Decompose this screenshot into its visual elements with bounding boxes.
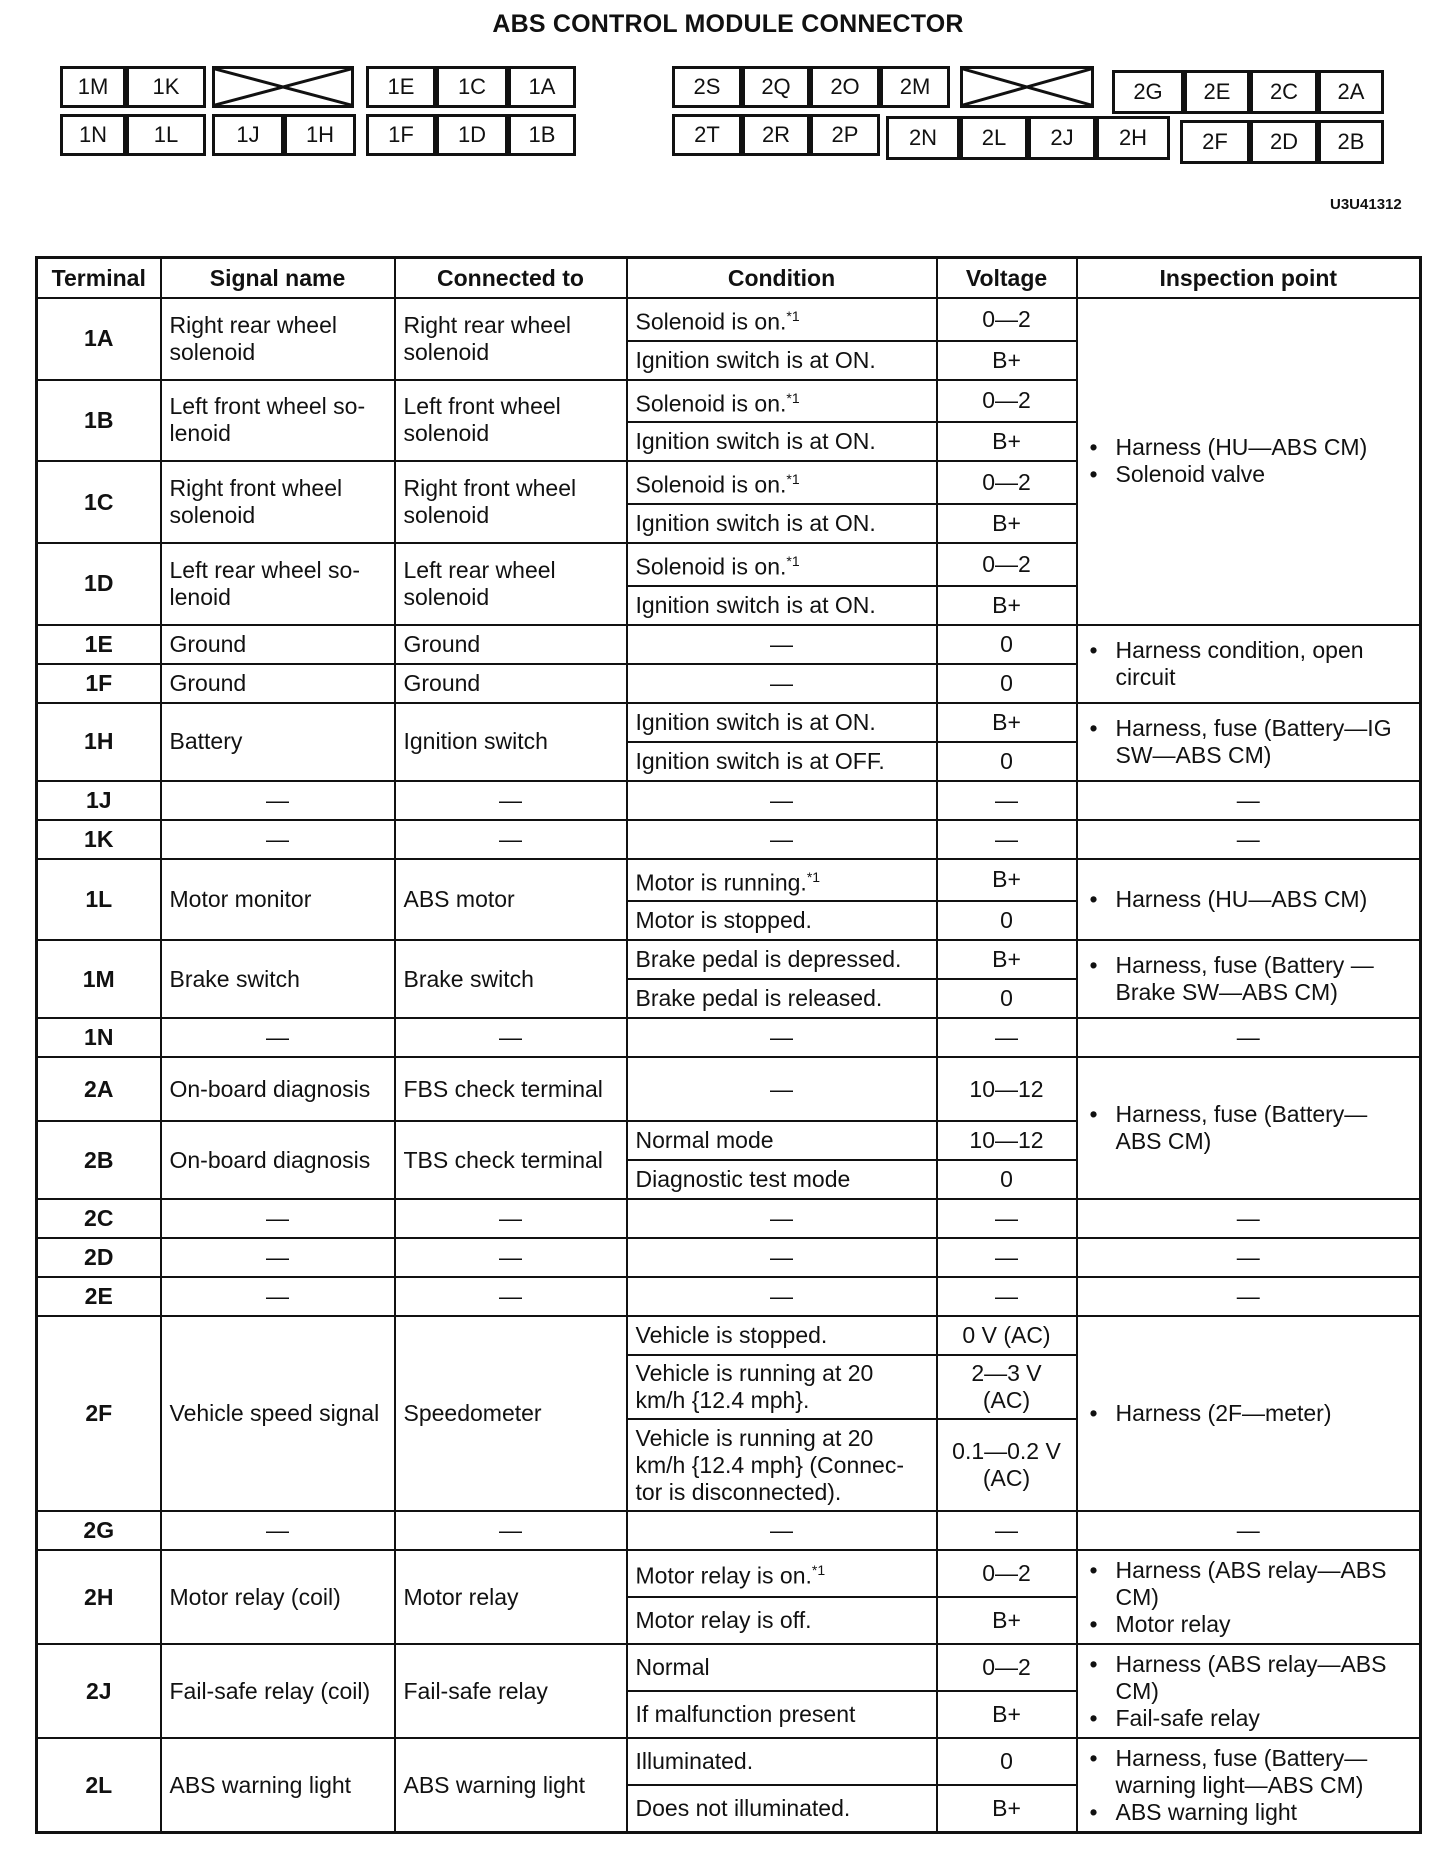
condition-cell: Ignition switch is at ON.	[627, 341, 937, 380]
footnote-mark: *1	[786, 552, 800, 569]
condition-cell: Vehicle is running at 20 km/h {12.4 mph} (Connec-tor is disconnected).	[627, 1419, 937, 1511]
condition-cell: —	[627, 1238, 937, 1277]
signal-cell: On-board diagnosis	[161, 1121, 395, 1199]
cavity: 1C	[436, 66, 508, 108]
terminal-cell: 2A	[37, 1057, 161, 1121]
inspection-cell	[1077, 1644, 1421, 1738]
inspection-cell	[1077, 625, 1421, 703]
cavity: 2H	[1096, 116, 1170, 160]
inspection-item: • Harness (ABS relay—ABS CM)	[1116, 1651, 1412, 1705]
condition-cell: —	[627, 1018, 937, 1057]
signal-cell: —	[161, 1511, 395, 1550]
condition-cell	[627, 1550, 937, 1597]
connected-cell: Brake switch	[395, 940, 627, 1018]
signal-cell: —	[161, 1018, 395, 1057]
cavity: 2F	[1180, 120, 1250, 164]
voltage-cell: 0	[937, 979, 1077, 1018]
signal-cell: Fail-safe relay (coil)	[161, 1644, 395, 1738]
terminal-cell: 2H	[37, 1550, 161, 1644]
terminal-cell: 1J	[37, 781, 161, 820]
footnote-mark: *1	[786, 471, 800, 488]
voltage-cell: 0 V (AC)	[937, 1316, 1077, 1355]
voltage-cell: B+	[937, 1691, 1077, 1738]
condition-cell	[627, 543, 937, 586]
terminal-cell: 1E	[37, 625, 161, 664]
terminal-cell: 2B	[37, 1121, 161, 1199]
table-row	[37, 1316, 1421, 1355]
terminal-cell: 2F	[37, 1316, 161, 1511]
connected-cell: —	[395, 1511, 627, 1550]
voltage-cell: 2—3 V (AC)	[937, 1355, 1077, 1419]
condition-cell: —	[627, 1511, 937, 1550]
cavity: 2G	[1112, 70, 1184, 114]
inspection-item: • Motor relay	[1116, 1611, 1412, 1638]
blank-cavity	[212, 66, 354, 108]
signal-cell: Left front wheel so-lenoid	[161, 380, 395, 462]
footnote-mark: *1	[786, 308, 800, 324]
terminal-cell: 1K	[37, 820, 161, 859]
inspection-cell: —	[1077, 1277, 1421, 1316]
voltage-cell: 0	[937, 625, 1077, 664]
inspection-cell: —	[1077, 1018, 1421, 1057]
signal-cell: Brake switch	[161, 940, 395, 1018]
voltage-cell: —	[937, 1277, 1077, 1316]
connected-cell: ABS motor	[395, 859, 627, 941]
condition-cell: Normal mode	[627, 1121, 937, 1160]
voltage-cell: 10—12	[937, 1121, 1077, 1160]
terminal-cell: 1L	[37, 859, 161, 941]
signal-cell: Right front wheel solenoid	[161, 461, 395, 543]
header-condition: Condition	[627, 258, 937, 299]
table-row	[37, 1018, 1421, 1057]
condition-cell: Motor relay is off.	[627, 1597, 937, 1644]
connected-cell: FBS check terminal	[395, 1057, 627, 1121]
terminal-cell: 2D	[37, 1238, 161, 1277]
table-row	[37, 1550, 1421, 1597]
condition-cell: Normal	[627, 1644, 937, 1691]
cavity: 2C	[1250, 70, 1318, 114]
inspection-cell	[1077, 859, 1421, 941]
terminal-cell: 1H	[37, 703, 161, 781]
condition-cell: —	[627, 820, 937, 859]
cavity: 1L	[126, 114, 206, 156]
terminal-cell: 1M	[37, 940, 161, 1018]
table-row	[37, 1511, 1421, 1550]
voltage-cell: 0—2	[937, 298, 1077, 341]
condition-cell: Vehicle is running at 20 km/h {12.4 mph}.	[627, 1355, 937, 1419]
cavity: 2E	[1184, 70, 1250, 114]
signal-cell: —	[161, 820, 395, 859]
inspection-item: • Solenoid valve	[1116, 461, 1412, 488]
voltage-cell: B+	[937, 586, 1077, 625]
voltage-cell: B+	[937, 504, 1077, 543]
connected-cell: Left rear wheel solenoid	[395, 543, 627, 625]
cavity: 2R	[742, 114, 810, 156]
signal-cell: —	[161, 1238, 395, 1277]
voltage-cell: 0	[937, 664, 1077, 703]
voltage-cell: —	[937, 1199, 1077, 1238]
connected-cell: Right rear wheel solenoid	[395, 298, 627, 380]
connected-cell: Ignition switch	[395, 703, 627, 781]
inspection-item: • Fail-safe relay	[1116, 1705, 1412, 1732]
inspection-cell: —	[1077, 1199, 1421, 1238]
cavity: 1F	[366, 114, 436, 156]
header-voltage: Voltage	[937, 258, 1077, 299]
inspection-item: • Harness (2F—meter)	[1116, 1400, 1412, 1427]
condition-cell: Ignition switch is at OFF.	[627, 742, 937, 781]
table-row	[37, 1057, 1421, 1121]
condition-cell: Ignition switch is at ON.	[627, 703, 937, 742]
condition-cell	[627, 859, 937, 902]
table-row	[37, 625, 1421, 664]
footnote-mark: *1	[811, 1562, 826, 1579]
voltage-cell: —	[937, 781, 1077, 820]
inspection-cell: —	[1077, 781, 1421, 820]
voltage-cell: 0—2	[937, 1550, 1077, 1597]
table-row	[37, 1238, 1421, 1277]
condition-text: Solenoid is on.	[635, 553, 787, 580]
cavity: 1D	[436, 114, 508, 156]
condition-cell: Motor is stopped.	[627, 901, 937, 940]
condition-text: Solenoid is on.	[635, 308, 787, 335]
inspection-cell	[1077, 298, 1421, 625]
inspection-item: • Harness (HU—ABS CM)	[1116, 434, 1412, 461]
condition-cell: Brake pedal is depressed.	[627, 940, 937, 979]
voltage-cell: B+	[937, 1597, 1077, 1644]
signal-cell: —	[161, 1277, 395, 1316]
connected-cell: —	[395, 1199, 627, 1238]
table-row	[37, 781, 1421, 820]
voltage-cell: 0	[937, 742, 1077, 781]
inspection-cell: —	[1077, 1511, 1421, 1550]
condition-text: Motor is running.	[635, 869, 807, 896]
condition-text: Solenoid is on.	[635, 471, 787, 498]
condition-cell: Diagnostic test mode	[627, 1160, 937, 1199]
terminal-cell: 2E	[37, 1277, 161, 1316]
signal-cell: ABS warning light	[161, 1738, 395, 1832]
table-row	[37, 820, 1421, 859]
connected-cell: —	[395, 1018, 627, 1057]
table-row	[37, 1277, 1421, 1316]
footnote-mark: *1	[786, 389, 800, 406]
table-row	[37, 703, 1421, 742]
voltage-cell: 10—12	[937, 1057, 1077, 1121]
connected-cell: Fail-safe relay	[395, 1644, 627, 1738]
condition-cell: Ignition switch is at ON.	[627, 422, 937, 461]
condition-cell	[627, 298, 937, 341]
cavity: 1M	[60, 66, 126, 108]
voltage-cell: B+	[937, 940, 1077, 979]
voltage-cell: B+	[937, 1785, 1077, 1832]
inspection-item: • Harness (ABS relay—ABS CM)	[1116, 1557, 1412, 1611]
cavity: 2M	[880, 66, 950, 108]
voltage-cell: —	[937, 1238, 1077, 1277]
terminal-cell: 2G	[37, 1511, 161, 1550]
connected-cell: Ground	[395, 625, 627, 664]
condition-cell	[627, 461, 937, 504]
inspection-item: • Harness, fuse (Battery—IG SW—ABS CM)	[1116, 715, 1412, 769]
voltage-cell: 0—2	[937, 1644, 1077, 1691]
terminal-cell: 2L	[37, 1738, 161, 1832]
inspection-item: • ABS warning light	[1116, 1799, 1412, 1826]
terminal-table	[35, 256, 1422, 1834]
cavity: 2L	[960, 116, 1028, 160]
inspection-cell	[1077, 1738, 1421, 1832]
table-row	[37, 1199, 1421, 1238]
inspection-cell	[1077, 1316, 1421, 1511]
cavity: 2T	[672, 114, 742, 156]
voltage-cell: 0—2	[937, 543, 1077, 586]
cavity: 2Q	[742, 66, 810, 108]
connected-cell: ABS warning light	[395, 1738, 627, 1832]
inspection-cell	[1077, 703, 1421, 781]
terminal-cell: 1A	[37, 298, 161, 380]
voltage-cell: 0	[937, 901, 1077, 940]
terminal-cell: 2J	[37, 1644, 161, 1738]
cavity: 2P	[810, 114, 880, 156]
condition-cell: —	[627, 664, 937, 703]
connected-cell: Motor relay	[395, 1550, 627, 1644]
cavity: 1A	[508, 66, 576, 108]
condition-cell: —	[627, 625, 937, 664]
signal-cell: On-board diagnosis	[161, 1057, 395, 1121]
footnote-mark: *1	[806, 868, 821, 885]
inspection-item: • Harness (HU—ABS CM)	[1116, 886, 1412, 913]
connected-cell: Left front wheel solenoid	[395, 380, 627, 462]
cavity: 2A	[1318, 70, 1384, 114]
inspection-item: • Harness, fuse (Battery — Brake SW—ABS CM)	[1116, 952, 1412, 1006]
inspection-cell	[1077, 1057, 1421, 1199]
signal-cell: Motor relay (coil)	[161, 1550, 395, 1644]
terminal-cell: 1N	[37, 1018, 161, 1057]
blank-cavity	[960, 66, 1094, 108]
signal-cell: —	[161, 781, 395, 820]
cavity: 2N	[886, 116, 960, 160]
signal-cell: Ground	[161, 664, 395, 703]
condition-cell: Brake pedal is released.	[627, 979, 937, 1018]
table-row	[37, 940, 1421, 979]
header-signal: Signal name	[161, 258, 395, 299]
condition-cell: Illuminated.	[627, 1738, 937, 1785]
terminal-cell: 1C	[37, 461, 161, 543]
table-row	[37, 1644, 1421, 1691]
voltage-cell: 0.1—0.2 V (AC)	[937, 1419, 1077, 1511]
cavity: 2B	[1318, 120, 1384, 164]
cavity: 1N	[60, 114, 126, 156]
connected-cell: —	[395, 1277, 627, 1316]
terminal-cell: 2C	[37, 1199, 161, 1238]
table-row	[37, 1738, 1421, 1785]
condition-cell: Ignition switch is at ON.	[627, 586, 937, 625]
connected-cell: —	[395, 781, 627, 820]
voltage-cell: B+	[937, 341, 1077, 380]
voltage-cell: 0—2	[937, 461, 1077, 504]
condition-cell: Ignition switch is at ON.	[627, 504, 937, 543]
condition-cell: —	[627, 781, 937, 820]
table-header-row	[37, 258, 1421, 299]
inspection-cell: —	[1077, 820, 1421, 859]
signal-cell: Vehicle speed signal	[161, 1316, 395, 1511]
cavity: 2S	[672, 66, 742, 108]
page-title: ABS CONTROL MODULE CONNECTOR	[492, 10, 964, 38]
cavity: 2O	[810, 66, 880, 108]
signal-cell: Ground	[161, 625, 395, 664]
connected-cell: TBS check terminal	[395, 1121, 627, 1199]
inspection-item: • Harness, fuse (Battery—ABS CM)	[1116, 1101, 1412, 1155]
inspection-cell	[1077, 940, 1421, 1018]
cavity: 1K	[126, 66, 206, 108]
inspection-cell: —	[1077, 1238, 1421, 1277]
voltage-cell: —	[937, 1511, 1077, 1550]
connected-cell: Ground	[395, 664, 627, 703]
voltage-cell: —	[937, 820, 1077, 859]
terminal-cell: 1F	[37, 664, 161, 703]
voltage-cell: B+	[937, 859, 1077, 902]
terminal-cell: 1B	[37, 380, 161, 462]
voltage-cell: 0	[937, 1738, 1077, 1785]
condition-cell: If malfunction present	[627, 1691, 937, 1738]
connected-cell: —	[395, 820, 627, 859]
cavity: 1J	[212, 114, 284, 156]
table-row	[37, 859, 1421, 902]
condition-cell: Does not illuminated.	[627, 1785, 937, 1832]
condition-cell: Vehicle is stopped.	[627, 1316, 937, 1355]
inspection-item: • Harness, fuse (Battery—warning light—ABS CM)	[1116, 1745, 1412, 1799]
condition-cell	[627, 380, 937, 423]
condition-text: Solenoid is on.	[635, 390, 787, 417]
cavity: 1E	[366, 66, 436, 108]
cavity: 1B	[508, 114, 576, 156]
signal-cell: Right rear wheel solenoid	[161, 298, 395, 380]
condition-cell: —	[627, 1277, 937, 1316]
condition-text: Motor relay is on.	[635, 1563, 812, 1590]
signal-cell: Battery	[161, 703, 395, 781]
inspection-cell	[1077, 1550, 1421, 1644]
table-row	[37, 298, 1421, 341]
header-terminal: Terminal	[37, 258, 161, 299]
condition-cell: —	[627, 1057, 937, 1121]
header-inspection: Inspection point	[1077, 258, 1421, 299]
signal-cell: —	[161, 1199, 395, 1238]
voltage-cell: —	[937, 1018, 1077, 1057]
cavity: 2J	[1028, 116, 1096, 160]
inspection-item: • Harness condition, open circuit	[1116, 637, 1412, 691]
header-connected: Connected to	[395, 258, 627, 299]
signal-cell: Left rear wheel so-lenoid	[161, 543, 395, 625]
voltage-cell: B+	[937, 703, 1077, 742]
connected-cell: Right front wheel solenoid	[395, 461, 627, 543]
signal-cell: Motor monitor	[161, 859, 395, 941]
connected-cell: Speedometer	[395, 1316, 627, 1511]
cavity: 2D	[1250, 120, 1318, 164]
condition-cell: —	[627, 1199, 937, 1238]
terminal-cell: 1D	[37, 543, 161, 625]
figure-code: U3U41312	[1330, 196, 1402, 213]
voltage-cell: B+	[937, 422, 1077, 461]
cavity: 1H	[284, 114, 356, 156]
connected-cell: —	[395, 1238, 627, 1277]
voltage-cell: 0—2	[937, 380, 1077, 423]
voltage-cell: 0	[937, 1160, 1077, 1199]
